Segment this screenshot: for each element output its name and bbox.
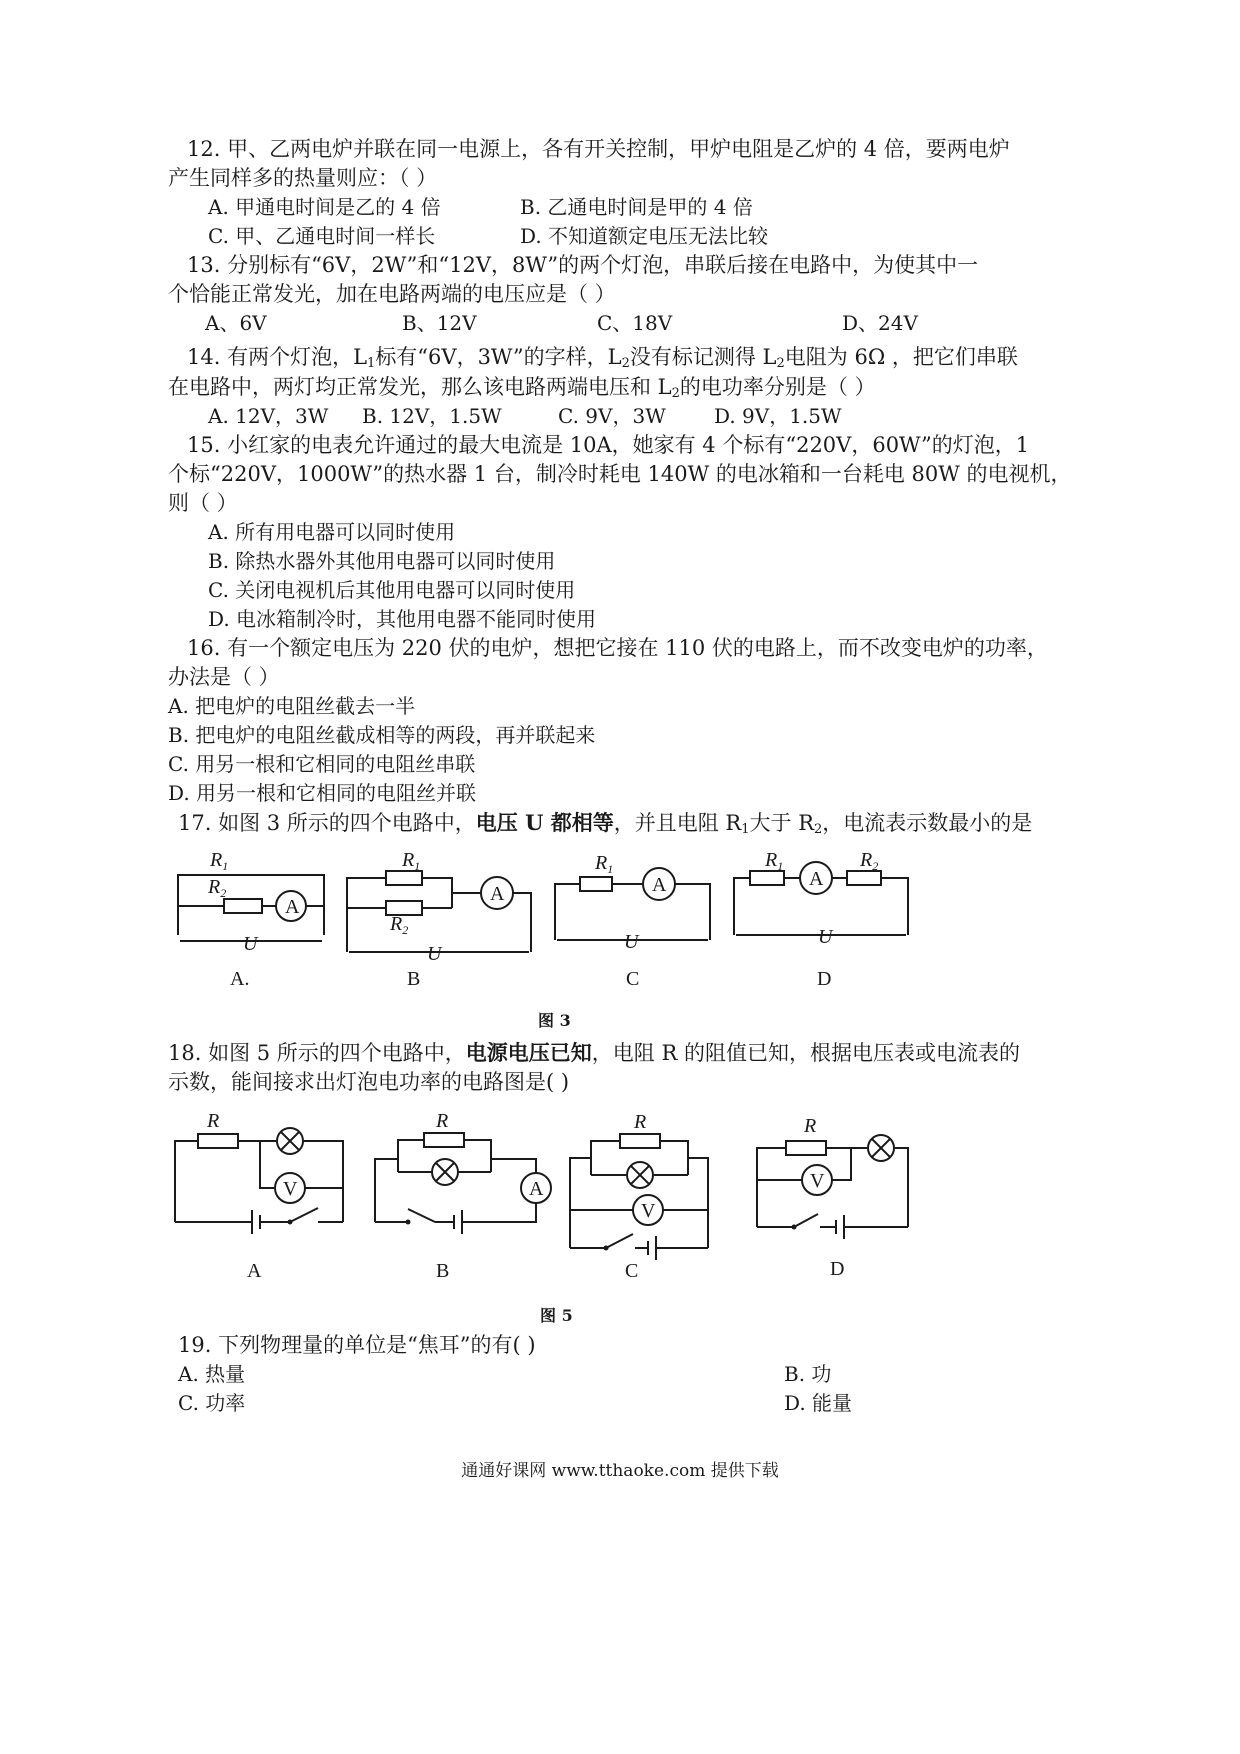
q14-option-d: D. 9V，1.5W xyxy=(714,404,842,428)
q12-option-c: C. 甲、乙通电时间一样长 xyxy=(208,224,436,248)
fig5-c-voltmeter xyxy=(633,1195,663,1225)
q15-option-a: A. 所有用电器可以同时使用 xyxy=(208,520,456,544)
fig3-c-panel-label: C xyxy=(626,968,640,990)
fig5-c-r-label: R xyxy=(634,1111,647,1133)
fig3-b-ammeter-label: A xyxy=(490,883,505,905)
q18-text-1: 18. 如图 5 所示的四个电路中， xyxy=(168,1041,466,1065)
q14-option-b: B. 12V，1.5W xyxy=(362,404,502,428)
fig5-c-panel-label: C xyxy=(625,1260,639,1282)
fig5-b-r-label: R xyxy=(436,1110,449,1132)
fig5-b-ammeter xyxy=(521,1173,551,1203)
fig3-b-panel-label: B xyxy=(407,968,421,990)
q18-text-2: ，电阻 R 的阻值已知，根据电压表或电流表的 xyxy=(591,1041,1020,1065)
fig5-d-right-wire xyxy=(895,1148,908,1227)
fig5-a-switch-blade xyxy=(290,1208,318,1222)
fig5-d-voltmeter xyxy=(802,1165,832,1195)
fig5-d-switch-pivot xyxy=(792,1225,797,1230)
q14-option-a: A. 12V，3W xyxy=(208,404,329,428)
q16-option-a: A. 把电炉的电阻丝截去一半 xyxy=(168,694,416,718)
fig5-d-lamp xyxy=(868,1135,894,1161)
q12-option-b: B. 乙通电时间是甲的 4 倍 xyxy=(520,195,753,219)
fig5-a-panel-label: A xyxy=(247,1260,262,1282)
q13-option-a: A、6V xyxy=(205,311,267,335)
q14-text-1: 14. 有两个灯泡，L xyxy=(187,345,368,369)
q12-option-a: A. 甲通电时间是乙的 4 倍 xyxy=(208,195,441,219)
fig3-b-r2-resistor xyxy=(386,901,422,915)
fig5-b-right-bottom-wire xyxy=(462,1203,536,1222)
q18-stem-line1 xyxy=(168,1038,1020,1068)
fig3-b-right-wire xyxy=(513,893,531,952)
fig3-a-ammeter-label: A xyxy=(285,896,300,918)
fig5-c-parallel-top-right xyxy=(660,1141,688,1175)
fig3-panel-d xyxy=(734,849,908,990)
q14-line2-b: 的电功率分别是（ ） xyxy=(679,375,876,399)
fig5-a-right-wire xyxy=(304,1141,343,1222)
fig5-c-switch-pivot xyxy=(604,1246,609,1251)
fig5-c-voltmeter-label: V xyxy=(641,1200,656,1222)
fig5-d-switch-blade xyxy=(794,1214,818,1227)
q13-stem-line1: 13. 分别标有“6V，2W”和“12V，8W”的两个灯泡，串联后接在电路中，为使其中一 xyxy=(187,253,979,277)
q14-option-c: C. 9V，3W xyxy=(558,404,666,428)
fig3-a-r2-resistor xyxy=(224,899,262,913)
q15-stem-line1: 15. 小红家的电表允许通过的最大电流是 10A，她家有 4 个标有“220V，60W”的灯泡，1 xyxy=(187,433,1030,457)
q14-sub-2: 2 xyxy=(621,356,630,371)
fig5-panel-d xyxy=(757,1115,908,1280)
fig3-c-u-label: U xyxy=(624,931,639,953)
q17-text-1: 17. 如图 3 所示的四个电路中， xyxy=(178,811,476,835)
fig5-d-v-wire-right xyxy=(832,1148,851,1180)
q19-option-b: B. 功 xyxy=(784,1362,832,1386)
q19-option-d: D. 能量 xyxy=(784,1391,853,1415)
fig5-b-switch-blade xyxy=(408,1209,435,1222)
fig5-c-switch-blade xyxy=(606,1234,633,1248)
fig5-c-left-wire xyxy=(570,1158,591,1248)
q17-text-2: ，并且电阻 R xyxy=(613,811,742,835)
page-footer: 通通好课网 www.tthaoke.com 提供下载 xyxy=(461,1461,779,1481)
fig3-d-u-label: U xyxy=(818,926,833,948)
fig3-c-r1-resistor xyxy=(580,877,612,891)
q19-option-a: A. 热量 xyxy=(178,1362,246,1386)
fig5-a-v-wire-left xyxy=(260,1141,274,1188)
fig3-d-r1-resistor xyxy=(750,871,784,885)
q16-option-d: D. 用另一根和它相同的电阻丝并联 xyxy=(168,781,477,805)
q18-text-bold: 电源电压已知 xyxy=(465,1040,592,1065)
fig5-a-r-label: R xyxy=(207,1110,220,1132)
q14-text-2: 标有“6V，3W”的字样，L xyxy=(375,345,622,369)
q17-sub-2: 2 xyxy=(814,822,823,837)
q13-option-d: D、24V xyxy=(842,311,918,335)
fig5-a-switch-pivot xyxy=(288,1220,293,1225)
q16-stem-line2: 办法是（ ） xyxy=(168,665,280,689)
q17-text-4: ，电流表示数最小的是 xyxy=(822,811,1033,835)
q12-stem-line2: 产生同样多的热量则应：（ ） xyxy=(168,166,438,190)
q16-option-b: B. 把电炉的电阻丝截成相等的两段，再并联起来 xyxy=(168,723,596,747)
q13-stem-line2: 个恰能正常发光，加在电路两端的电压应是（ ） xyxy=(168,282,616,306)
fig5-a-resistor xyxy=(198,1134,238,1148)
fig5-c-resistor xyxy=(620,1134,660,1148)
fig3-d-panel-label: D xyxy=(817,968,832,990)
fig5-panel-c xyxy=(570,1111,708,1282)
fig5-a-lamp xyxy=(277,1128,303,1154)
q19-stem: 19. 下列物理量的单位是“焦耳”的有( ) xyxy=(178,1333,536,1357)
q14-text-3: 没有标记测得 L xyxy=(629,345,777,369)
fig3-a-ammeter xyxy=(276,891,306,921)
fig5-b-parallel-top-left xyxy=(398,1140,424,1172)
fig5-d-voltmeter-label: V xyxy=(810,1170,825,1192)
fig5-d-resistor xyxy=(786,1141,826,1155)
fig5-b-to-ammeter-wire xyxy=(491,1159,536,1173)
q12-option-d: D. 不知道额定电压无法比较 xyxy=(520,224,769,248)
q15-option-d: D. 电冰箱制冷时，其他用电器不能同时使用 xyxy=(208,607,597,631)
fig3-c-right-wire xyxy=(675,884,710,940)
fig5-panel-a xyxy=(175,1110,343,1282)
q17-sub-1: 1 xyxy=(741,822,750,837)
fig5-b-panel-label: B xyxy=(436,1260,450,1282)
q15-option-c: C. 关闭电视机后其他用电器可以同时使用 xyxy=(208,578,576,602)
fig3-d-r1-label: $R_1$ xyxy=(765,849,784,873)
q14-line2-sub: 2 xyxy=(671,386,680,401)
fig3-c-r1-label: $R_1$ xyxy=(595,852,614,876)
fig3-b-left-wire xyxy=(347,878,386,952)
fig5-b-resistor xyxy=(424,1133,464,1147)
q13-option-b: B、12V xyxy=(402,311,477,335)
q14-line2-a: 在电路中，两灯均正常发光，那么该电路两端电压和 L xyxy=(168,375,672,399)
fig3-a-u-label: U xyxy=(243,933,258,955)
fig5-a-voltmeter-label: V xyxy=(283,1178,298,1200)
fig3-b-top-wire xyxy=(422,878,452,908)
q19-option-c: C. 功率 xyxy=(178,1391,246,1415)
fig3-a-r1-label: $R_1$ xyxy=(210,849,229,873)
q18-stem-line2: 示数，能间接求出灯泡电功率的电路图是( ) xyxy=(168,1070,570,1094)
fig3-b-r1-resistor xyxy=(386,871,422,885)
q15-option-b: B. 除热水器外其他用电器可以同时使用 xyxy=(208,549,556,573)
fig5-c-lamp xyxy=(627,1162,653,1188)
figure-5-caption: 图 5 xyxy=(540,1306,573,1325)
fig5-b-left-wire xyxy=(375,1159,398,1222)
fig5-a-left-wire xyxy=(175,1141,198,1222)
fig5-b-parallel-top-right xyxy=(464,1140,491,1172)
fig3-c-left-wire xyxy=(555,884,580,940)
q14-text-4: 电阻为 6Ω ，把它们串联 xyxy=(784,345,1018,369)
fig5-b-lamp xyxy=(432,1159,458,1185)
fig3-d-ammeter xyxy=(800,862,832,894)
fig3-d-ammeter-label: A xyxy=(809,868,824,890)
q16-stem-line1: 16. 有一个额定电压为 220 伏的电炉，想把它接在 110 伏的电路上，而不改变电炉的功率， xyxy=(187,636,1048,660)
fig5-d-panel-label: D xyxy=(830,1258,845,1280)
fig5-c-parallel-top-left xyxy=(591,1141,620,1175)
fig3-d-r2-label: $R_2$ xyxy=(860,849,879,873)
fig3-a-r2-label: $R_2$ xyxy=(208,876,227,900)
fig3-d-right-wire xyxy=(881,878,908,935)
fig5-panel-b xyxy=(375,1110,551,1282)
figure-3-caption: 图 3 xyxy=(538,1011,571,1030)
fig3-c-ammeter xyxy=(643,868,675,900)
fig5-b-ammeter-label: A xyxy=(529,1178,544,1200)
q17-text-bold: 电压 U 都相等 xyxy=(475,810,614,835)
q17-stem-line1 xyxy=(178,808,1032,845)
q15-stem-line2: 个标“220V，1000W”的热水器 1 台，制冷时耗电 140W 的电冰箱和一台耗电 80W 的电视机， xyxy=(168,462,1072,486)
fig3-panel-b xyxy=(347,849,531,990)
fig3-c-ammeter-label: A xyxy=(652,874,667,896)
fig3-panel-a xyxy=(178,849,324,990)
q14-sub-1: 1 xyxy=(367,356,376,371)
fig3-a-panel-label: A. xyxy=(230,968,250,990)
fig5-c-right-wire xyxy=(688,1158,708,1248)
fig5-a-voltmeter xyxy=(275,1173,305,1203)
fig3-panel-c xyxy=(555,852,710,990)
fig5-b-switch-pivot xyxy=(406,1220,411,1225)
q13-option-c: C、18V xyxy=(597,311,673,335)
fig3-a-outer-wire xyxy=(178,875,324,935)
q16-option-c: C. 用另一根和它相同的电阻丝串联 xyxy=(168,752,476,776)
q15-stem-line3: 则（ ） xyxy=(168,491,238,515)
q12-stem-line1: 12. 甲、乙两电炉并联在同一电源上，各有开关控制，甲炉电阻是乙炉的 4 倍，要两电炉 xyxy=(187,137,1010,161)
fig3-d-r2-resistor xyxy=(847,871,881,885)
fig3-b-u-label: U xyxy=(427,943,442,965)
fig3-b-ammeter xyxy=(481,877,513,909)
fig3-d-left-wire xyxy=(734,878,750,935)
q17-text-3: 大于 R xyxy=(749,811,815,835)
q14-sub-3: 2 xyxy=(776,356,785,371)
fig3-b-r1-label: $R_1$ xyxy=(402,849,421,873)
fig5-d-r-label: R xyxy=(804,1115,817,1137)
fig3-b-r2-label: $R_2$ xyxy=(390,913,409,937)
fig5-d-left-wire xyxy=(757,1148,786,1227)
